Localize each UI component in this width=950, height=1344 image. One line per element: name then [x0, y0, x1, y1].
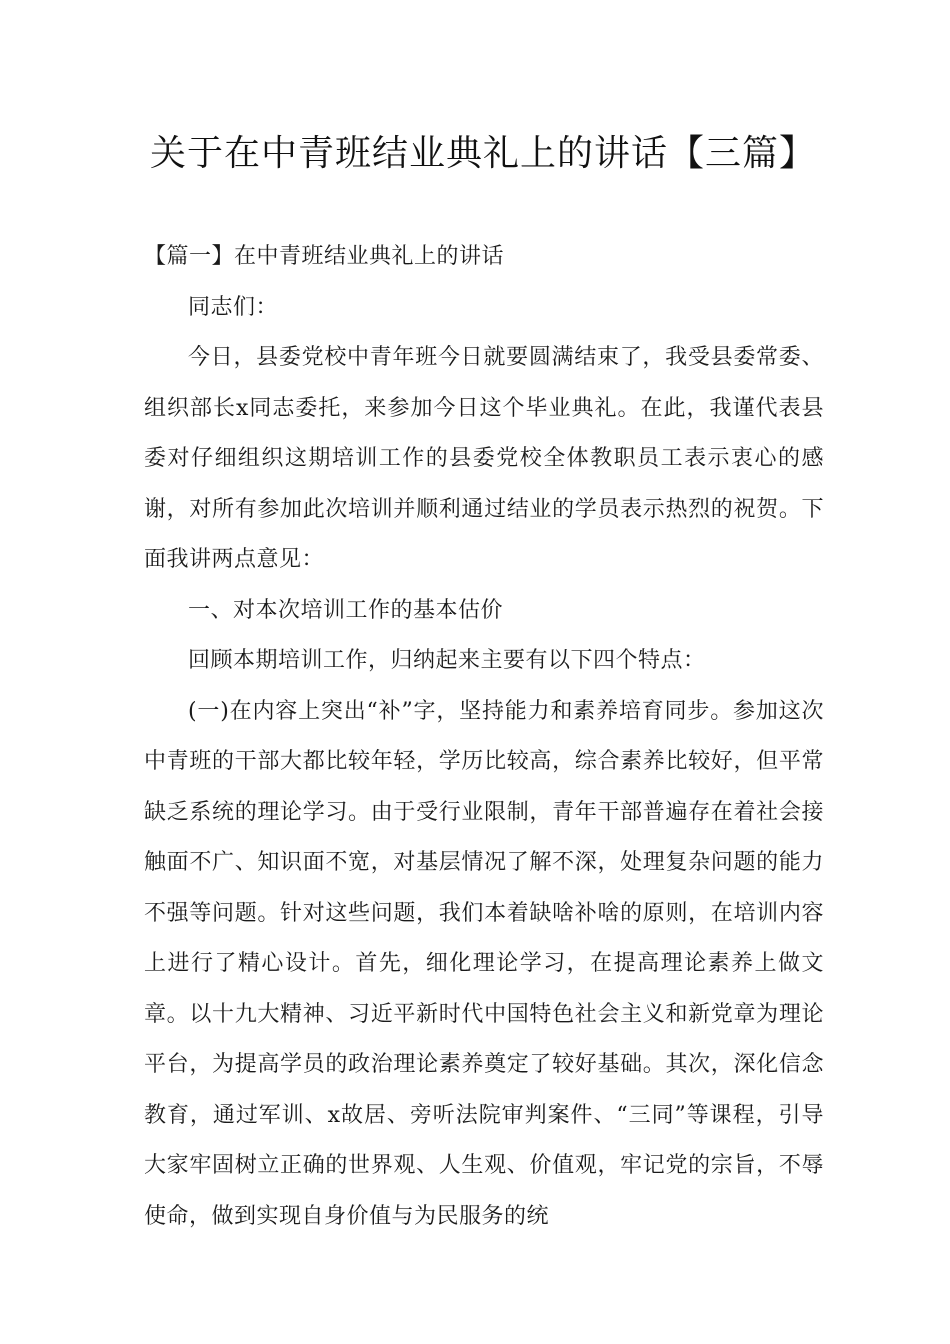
section-heading: 【篇一】在中青班结业典礼上的讲话: [144, 244, 505, 269]
salutation: 同志们：: [188, 294, 279, 320]
document-body: [144, 232, 824, 1242]
paragraph-point-1: (一)在内容上突出“补”字，坚持能力和素养培育同步。参加这次中青班的干部大都比较年轻，学历比较高，综合素养比较好，但平常缺乏系统的理论学习。由于受行业限制，青年干部普遍存在着社会接触面不广、知识面不宽，对基层情况了解不深，处理复杂问题的能力不强等问题。针对这些问题，我们本着缺啥补啥的原则，在培训内容上进行了精心设计。首先，细化理论学习，在提高理论素养上做文章。以十九大精神、习近平新时代中国特色社会主义和新党章为理论平台，为提高学员的政治理论素养奠定了较好基础。其次，深化信念教育，通过军训、x故居、旁听法院审判案件、“三同”等课程，引导大家牢固树立正确的世界观、人生观、价值观，牢记党的宗旨，不辱使命，做到实现自身价值与为民服务的统: [144, 698, 824, 1229]
paragraph-opening: 今日，县委党校中青年班今日就要圆满结束了，我受县委常委、组织部长x同志委托，来参加今日这个毕业典礼。在此，我谨代表县委对仔细组织这期培训工作的县委党校全体教职员工表示衷心的感谢，对所有参加此次培训并顺利通过结业的学员表示热烈的祝贺。下面我讲两点意见：: [144, 345, 824, 572]
paragraph-review: 回顾本期培训工作，归纳起来主要有以下四个特点：: [188, 648, 706, 673]
paragraph-heading-1: 一、对本次培训工作的基本估价: [188, 597, 504, 623]
document-title: 关于在中青班结业典礼上的讲话【三篇】: [150, 133, 817, 174]
